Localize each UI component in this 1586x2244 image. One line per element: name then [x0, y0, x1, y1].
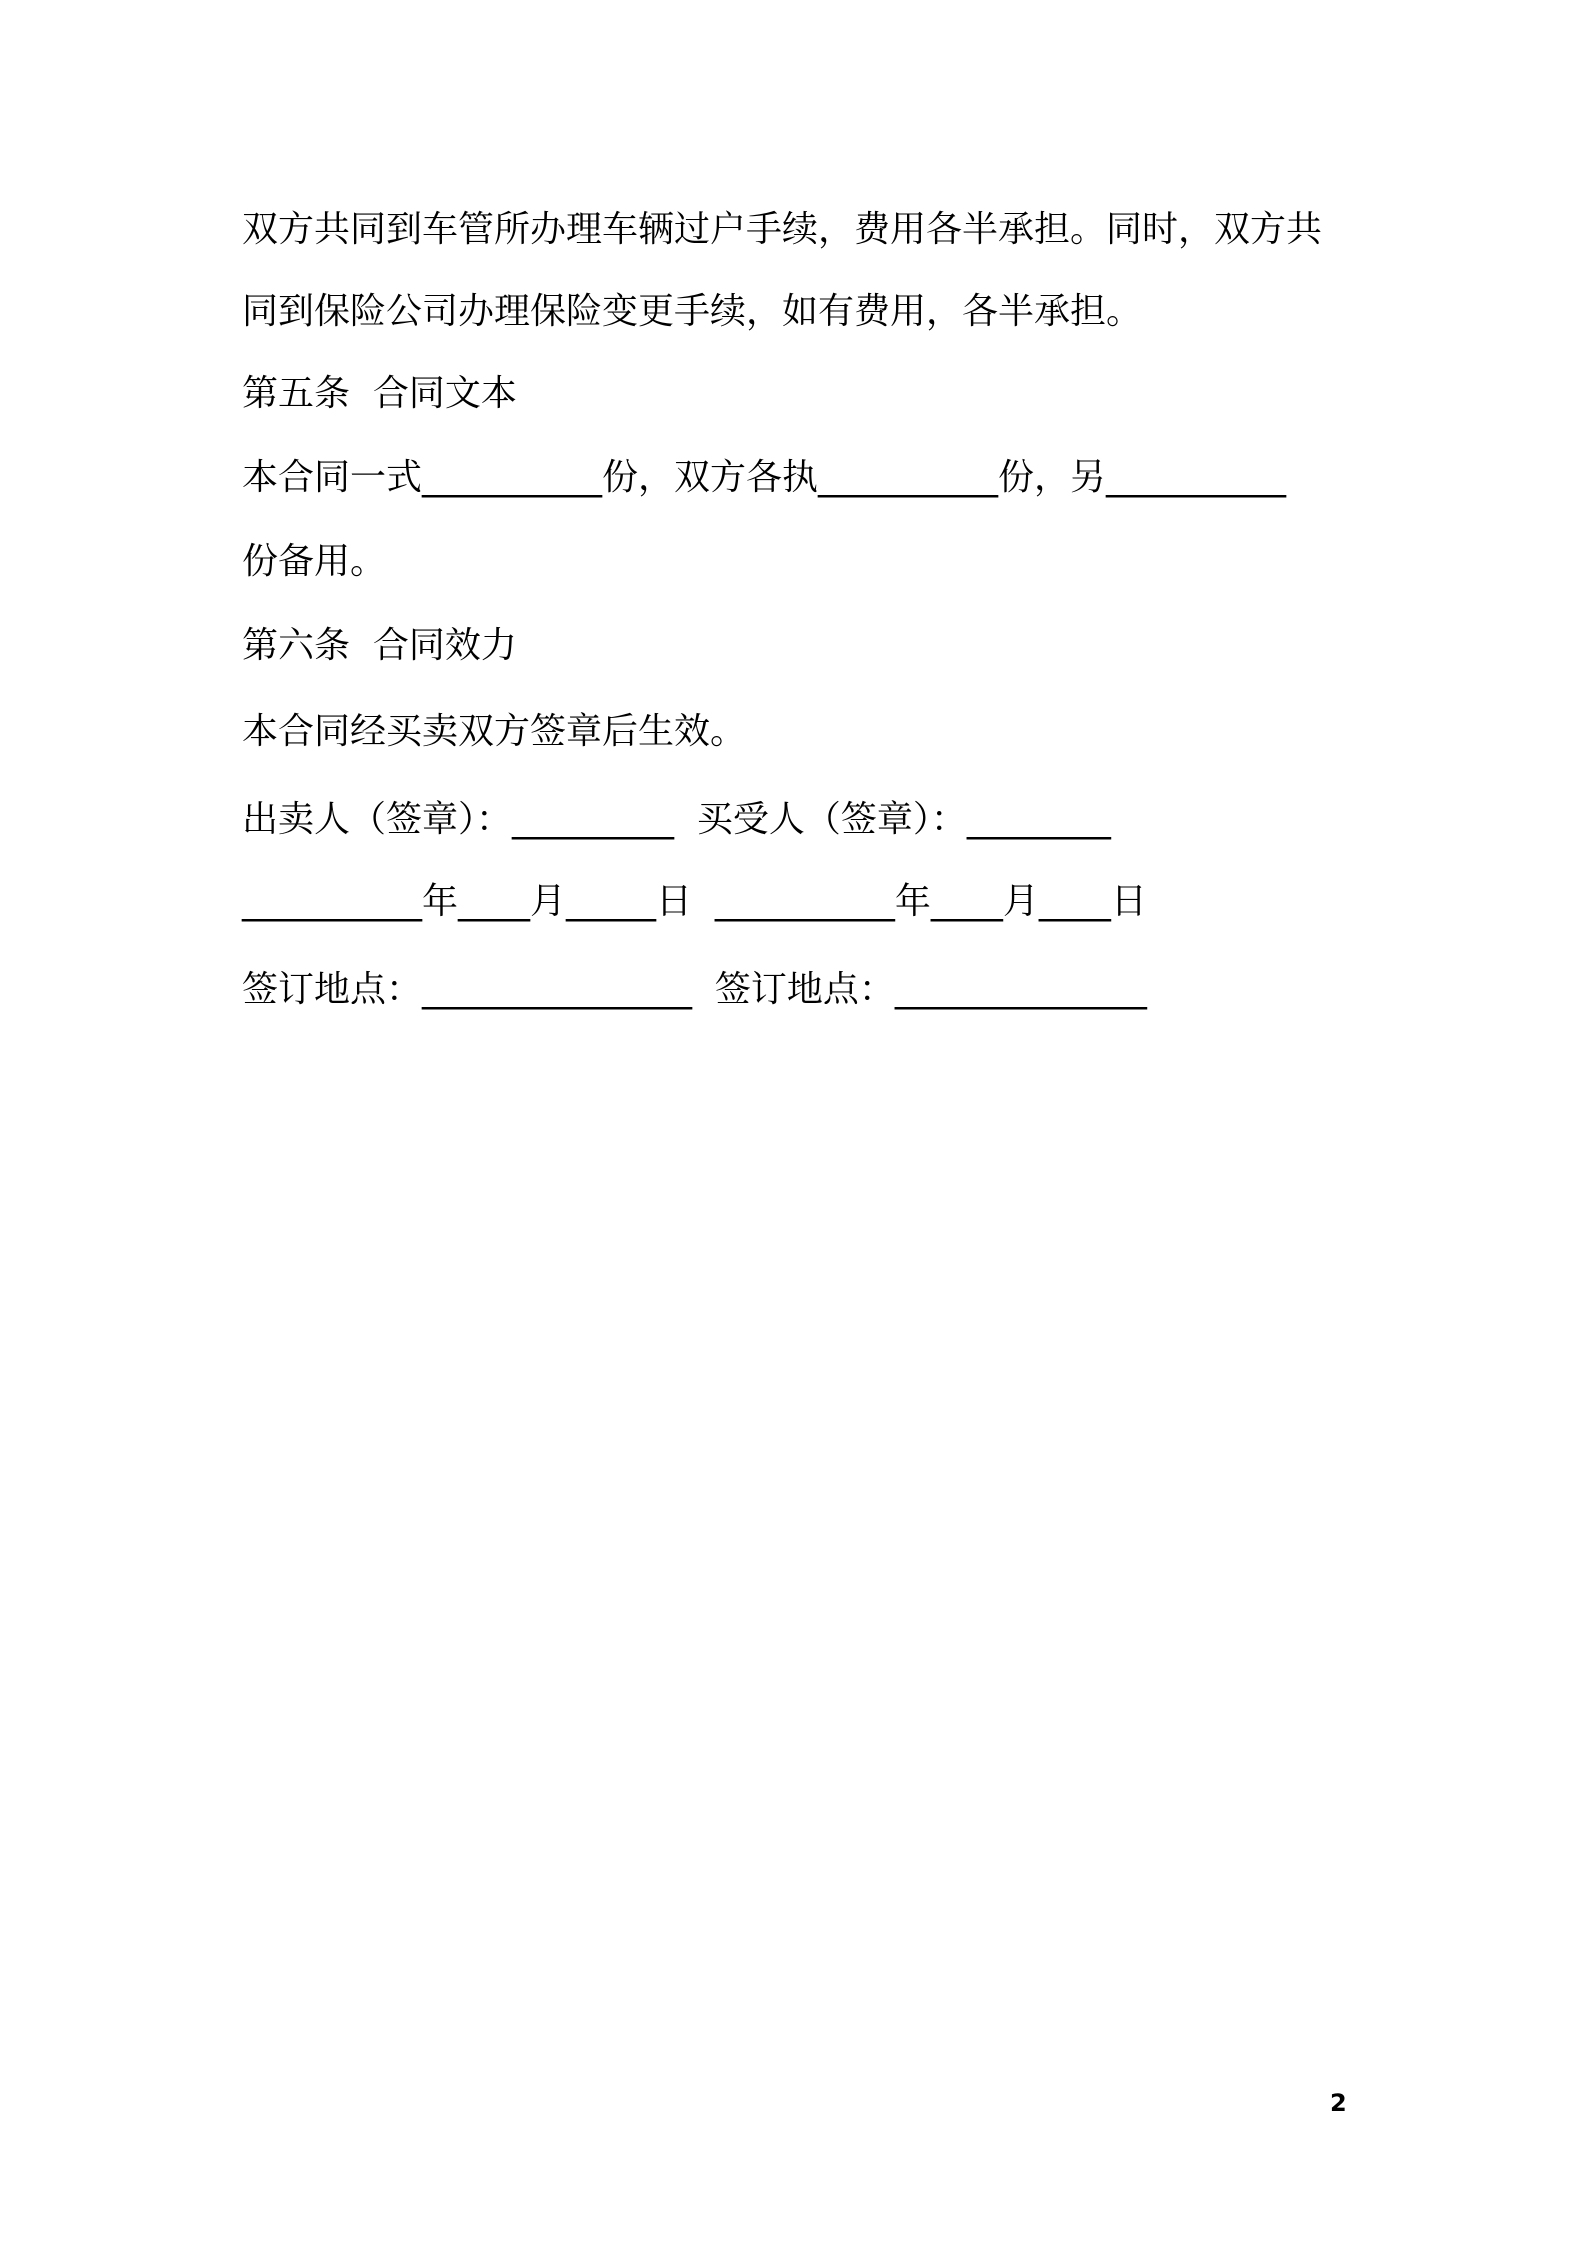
place-line: 签订地点：_______________ 签订地点：______________: [242, 969, 1147, 1010]
paragraph-line: 同到保险公司办理保险变更手续，如有费用，各半承担。: [242, 291, 1143, 332]
article-heading: 第五条 合同文本: [242, 373, 517, 414]
paragraph-line: 双方共同到车管所办理车辆过户手续，费用各半承担。同时，双方共: [242, 209, 1323, 250]
paragraph-line: 本合同一式__________份，双方各执__________份，另__________: [242, 457, 1287, 498]
article-heading: 第六条 合同效力: [242, 625, 517, 666]
paragraph-line: 本合同经买卖双方签章后生效。: [242, 711, 747, 752]
page-number: 2: [1330, 2089, 1347, 2117]
signature-line: 出卖人（签章）：_________ 买受人（签章）：________: [242, 799, 1111, 840]
date-line: __________年____月_____日 __________年____月____日: [242, 881, 1147, 922]
paragraph-line: 份备用。: [242, 541, 387, 582]
